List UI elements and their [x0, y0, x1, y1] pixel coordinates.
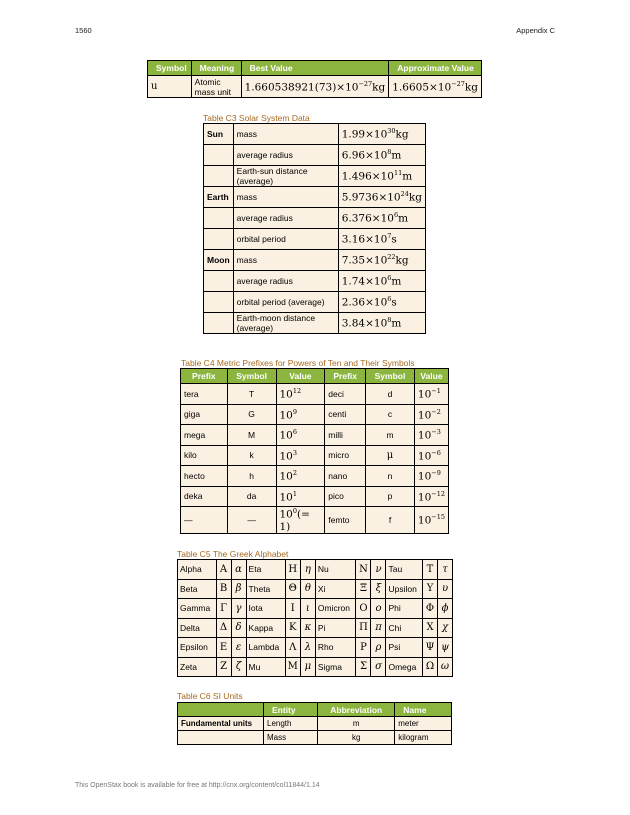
prefix-cell: mega [181, 425, 228, 446]
uppercase-cell: Υ [423, 579, 438, 599]
uppercase-cell: Δ [216, 618, 231, 638]
exponent: 6 [292, 428, 298, 436]
property-cell: orbital period [233, 229, 338, 250]
col-header: Value [414, 369, 448, 384]
exponent: 8 [387, 316, 392, 325]
symbol-cell: m [366, 425, 415, 446]
table-c6-caption: Table C6 SI Units [177, 691, 243, 701]
letter-name-cell: Theta [246, 579, 285, 599]
table-row [204, 208, 426, 229]
letter-name-cell: Tau [386, 560, 423, 580]
exponent: 12 [292, 387, 302, 395]
mantissa: 3.16×10 [341, 233, 388, 246]
uppercase-cell: Β [216, 579, 231, 599]
symbol-cell: T [227, 384, 276, 405]
abbreviation-cell: kg [318, 731, 395, 745]
letter-name-cell: Lambda [246, 638, 285, 658]
si-units-table [177, 702, 452, 745]
symbol-cell: c [366, 404, 415, 425]
unit: m [402, 170, 413, 183]
mantissa: 10 [279, 388, 293, 401]
entity-cell: Length [264, 717, 318, 731]
col-header: Symbol [148, 61, 192, 76]
lowercase-cell: υ [438, 579, 453, 599]
prefix-cell: giga [181, 404, 228, 425]
exponent: −27 [358, 79, 373, 88]
exponent: 6 [387, 274, 392, 283]
value-cell [338, 229, 425, 250]
letter-name-cell: Rho [315, 638, 356, 658]
mantissa: 10 [417, 388, 432, 401]
body-cell [204, 166, 234, 187]
best-value-cell [241, 76, 389, 98]
unit: kg [408, 191, 422, 204]
mantissa: 1.660538921(73)×10 [244, 81, 359, 94]
value-cell [414, 384, 448, 405]
symbol-cell: da [227, 486, 276, 507]
unit: kg [464, 81, 478, 94]
unit: m [391, 149, 402, 162]
table-row [178, 560, 453, 580]
value-cell [338, 271, 425, 292]
property-cell: mass [233, 124, 338, 145]
body-cell [204, 313, 234, 334]
exponent: 24 [400, 190, 409, 199]
uppercase-cell: Φ [423, 599, 438, 619]
value-cell [338, 124, 425, 145]
letter-name-cell: Pi [315, 618, 356, 638]
exponent: −9 [431, 469, 441, 477]
unit: m [398, 212, 409, 225]
property-cell: average radius [233, 271, 338, 292]
uppercase-cell: Γ [216, 599, 231, 619]
mantissa: 3.84×10 [341, 317, 388, 330]
table-row [204, 271, 426, 292]
value-cell [276, 486, 325, 507]
lowercase-cell: θ [300, 579, 315, 599]
mantissa: 10 [279, 491, 293, 503]
col-header: Prefix [325, 369, 366, 384]
mantissa: 10 [417, 409, 432, 421]
property-cell: Earth-moon distance (average) [233, 313, 338, 334]
mantissa: 1.99×10 [341, 128, 388, 141]
mantissa: 10 [417, 514, 432, 527]
col-header: Symbol [227, 369, 276, 384]
uppercase-cell: Ε [216, 638, 231, 658]
unit: kg [395, 254, 409, 267]
unit: s [391, 233, 397, 246]
mantissa: 5.9736×10 [341, 191, 401, 204]
letter-name-cell: Omega [386, 657, 423, 677]
lowercase-cell: δ [231, 618, 246, 638]
letter-name-cell: Nu [315, 560, 356, 580]
lowercase-cell: σ [371, 657, 386, 677]
exponent: 22 [387, 253, 396, 262]
lowercase-cell: κ [300, 618, 315, 638]
mantissa: 2.36×10 [341, 296, 388, 309]
exponent: 11 [393, 169, 403, 178]
prefix-cell: tera [181, 384, 228, 405]
table-c5-caption: Table C5 The Greek Alphabet [177, 549, 289, 559]
mantissa: 1.496×10 [341, 170, 394, 183]
value-cell [276, 445, 325, 466]
letter-name-cell: Chi [386, 618, 423, 638]
unit: kg [372, 81, 386, 94]
page-number: 1560 [75, 26, 92, 35]
body-cell [204, 292, 234, 313]
table-row [178, 717, 452, 731]
property-cell: mass [233, 187, 338, 208]
lowercase-cell: ξ [371, 579, 386, 599]
col-header: Symbol [366, 369, 415, 384]
lowercase-cell: μ [300, 657, 315, 677]
uppercase-cell: Θ [285, 579, 300, 599]
prefix-cell: pico [325, 486, 366, 507]
lowercase-cell: β [231, 579, 246, 599]
property-cell: average radius [233, 145, 338, 166]
table-c4-caption: Table C4 Metric Prefixes for Powers of Ten and Their Symbols [181, 358, 415, 368]
exponent: −6 [431, 448, 441, 457]
uppercase-cell: Π [356, 618, 371, 638]
uppercase-cell: Ω [423, 657, 438, 677]
exponent: 8 [387, 148, 392, 157]
letter-name-cell: Sigma [315, 657, 356, 677]
table-row [178, 638, 453, 658]
exponent: −1 [431, 387, 441, 395]
letter-name-cell: Psi [386, 638, 423, 658]
table-row [204, 166, 426, 187]
letter-name-cell: Gamma [178, 599, 217, 619]
unit: kg [395, 128, 409, 141]
table-row [181, 466, 449, 487]
group-cell [178, 731, 264, 745]
lowercase-cell: ψ [438, 638, 453, 658]
letter-name-cell: Beta [178, 579, 217, 599]
mantissa: 6.96×10 [341, 149, 388, 162]
value-cell [276, 384, 325, 405]
exponent: 7 [387, 232, 392, 241]
lowercase-cell: λ [300, 638, 315, 658]
exponent: 6 [387, 295, 392, 304]
lowercase-cell: π [371, 618, 386, 638]
mantissa: 7.35×10 [341, 254, 388, 267]
value-cell [338, 292, 425, 313]
uppercase-cell: Η [285, 560, 300, 580]
approx-value-cell [389, 76, 482, 98]
table-row [181, 425, 449, 446]
atomic-mass-table [147, 60, 482, 98]
lowercase-cell: ω [438, 657, 453, 677]
table-row [178, 579, 453, 599]
col-header: Best Value [241, 61, 389, 76]
value-cell [276, 404, 325, 425]
mantissa: 10 [417, 470, 432, 483]
mantissa: 1.6605×10 [392, 81, 452, 94]
unit: m [391, 317, 402, 330]
prefix-cell: deci [325, 384, 366, 405]
value-cell [338, 208, 425, 229]
table-row [178, 731, 452, 745]
lowercase-cell: ζ [231, 657, 246, 677]
symbol-cell: μ [366, 445, 415, 466]
value-cell [414, 486, 448, 507]
value-cell [414, 466, 448, 487]
uppercase-cell: Α [216, 560, 231, 580]
lowercase-cell: γ [231, 599, 246, 619]
table-row [204, 145, 426, 166]
mantissa: 10 [417, 429, 432, 442]
body-cell [204, 271, 234, 292]
property-cell: orbital period (average) [233, 292, 338, 313]
table-row [181, 486, 449, 507]
metric-prefix-table [180, 368, 449, 534]
value-cell [338, 166, 425, 187]
table-row [181, 445, 449, 466]
unit: (= 1) [279, 508, 310, 533]
lowercase-cell: ν [371, 560, 386, 580]
letter-name-cell: Eta [246, 560, 285, 580]
value-cell [338, 187, 425, 208]
exponent: 2 [292, 469, 298, 477]
table-row [204, 292, 426, 313]
exponent: 30 [387, 127, 396, 136]
symbol-cell: d [366, 384, 415, 405]
symbol-cell: u [148, 76, 192, 98]
symbol-cell: f [366, 507, 415, 534]
exponent: 1 [292, 489, 298, 498]
col-header: Abbreviation [318, 703, 395, 717]
abbreviation-cell: m [318, 717, 395, 731]
col-header [178, 703, 264, 717]
prefix-cell: femto [325, 507, 366, 534]
prefix-cell: kilo [181, 445, 228, 466]
exponent: 9 [292, 407, 298, 416]
table-row [178, 657, 453, 677]
greek-alphabet-table [177, 559, 453, 677]
lowercase-cell: τ [438, 560, 453, 580]
property-cell: mass [233, 250, 338, 271]
lowercase-cell: η [300, 560, 315, 580]
mantissa: 10 [279, 470, 293, 483]
exponent: −27 [451, 79, 465, 88]
prefix-cell: micro [325, 445, 366, 466]
unit: m [391, 275, 402, 288]
symbol-cell: h [227, 466, 276, 487]
table-row [178, 599, 453, 619]
symbol-cell: G [227, 404, 276, 425]
value-cell [276, 466, 325, 487]
letter-name-cell: Iota [246, 599, 285, 619]
body-cell: Moon [204, 250, 234, 271]
table-c3-caption: Table C3 Solar System Data [203, 113, 310, 123]
prefix-cell: nano [325, 466, 366, 487]
table-row [181, 384, 449, 405]
letter-name-cell: Alpha [178, 560, 217, 580]
uppercase-cell: Χ [423, 618, 438, 638]
prefix-cell: hecto [181, 466, 228, 487]
letter-name-cell: Epsilon [178, 638, 217, 658]
prefix-cell: — [181, 507, 228, 534]
meaning-cell: Atomic mass unit [191, 76, 241, 98]
prefix-cell: centi [325, 404, 366, 425]
mantissa: 10 [279, 429, 293, 442]
letter-name-cell: Omicron [315, 599, 356, 619]
entity-cell: Mass [264, 731, 318, 745]
col-header: Approximate Value [389, 61, 482, 76]
letter-name-cell: Zeta [178, 657, 217, 677]
solar-system-table [203, 123, 426, 334]
value-cell [276, 425, 325, 446]
page-footer: This OpenStax book is available for free at http://cnx.org/content/col11844/1.14 [75, 782, 320, 789]
uppercase-cell: Ρ [356, 638, 371, 658]
table-row [204, 187, 426, 208]
body-cell [204, 208, 234, 229]
section-title: Appendix C [516, 26, 555, 35]
lowercase-cell: ε [231, 638, 246, 658]
uppercase-cell: Ι [285, 599, 300, 619]
prefix-cell: deka [181, 486, 228, 507]
lowercase-cell: ϕ [438, 599, 453, 619]
mantissa: 10 [279, 409, 293, 421]
lowercase-cell: ρ [371, 638, 386, 658]
exponent: 0 [292, 507, 298, 515]
uppercase-cell: Ψ [423, 638, 438, 658]
letter-name-cell: Mu [246, 657, 285, 677]
mantissa: 10 [279, 450, 293, 462]
col-header: Value [276, 369, 325, 384]
prefix-cell: milli [325, 425, 366, 446]
letter-name-cell: Delta [178, 618, 217, 638]
lowercase-cell: ι [300, 599, 315, 619]
uppercase-cell: Τ [423, 560, 438, 580]
symbol-cell: M [227, 425, 276, 446]
value-cell [338, 145, 425, 166]
mantissa: 6.376×10 [341, 212, 394, 225]
value-cell [276, 507, 325, 534]
col-header: Name [395, 703, 452, 717]
letter-name-cell: Kappa [246, 618, 285, 638]
unit: s [391, 296, 397, 309]
lowercase-cell: ο [371, 599, 386, 619]
symbol-cell: p [366, 486, 415, 507]
mantissa: 10 [417, 491, 432, 503]
mantissa: 1.74×10 [341, 275, 388, 288]
value-cell [414, 425, 448, 446]
body-cell: Sun [204, 124, 234, 145]
col-header: Entity [264, 703, 318, 717]
table-row [204, 250, 426, 271]
group-cell: Fundamental units [178, 717, 264, 731]
value-cell [338, 313, 425, 334]
value-cell [414, 445, 448, 466]
table-row [204, 229, 426, 250]
symbol-cell: n [366, 466, 415, 487]
table-row [178, 618, 453, 638]
property-cell: average radius [233, 208, 338, 229]
table-row [204, 313, 426, 334]
uppercase-cell: Κ [285, 618, 300, 638]
lowercase-cell: χ [438, 618, 453, 638]
symbol-cell: k [227, 445, 276, 466]
uppercase-cell: Ο [356, 599, 371, 619]
letter-name-cell: Upsilon [386, 579, 423, 599]
exponent: 3 [292, 448, 298, 457]
body-cell: Earth [204, 187, 234, 208]
uppercase-cell: Ξ [356, 579, 371, 599]
body-cell [204, 145, 234, 166]
unit-name-cell: kilogram [395, 731, 452, 745]
table-row [204, 124, 426, 145]
exponent: −3 [431, 428, 441, 436]
uppercase-cell: Σ [356, 657, 371, 677]
letter-name-cell: Phi [386, 599, 423, 619]
uppercase-cell: Ν [356, 560, 371, 580]
value-cell [414, 507, 448, 534]
mantissa: 10 [417, 450, 432, 462]
body-cell [204, 229, 234, 250]
exponent: −12 [431, 489, 445, 498]
col-header: Meaning [191, 61, 241, 76]
value-cell [338, 250, 425, 271]
exponent: 6 [393, 211, 399, 220]
table-row [181, 507, 449, 534]
symbol-cell: — [227, 507, 276, 534]
table-row [181, 404, 449, 425]
exponent: −15 [431, 513, 445, 521]
uppercase-cell: Μ [285, 657, 300, 677]
exponent: −2 [431, 407, 441, 416]
unit-name-cell: meter [395, 717, 452, 731]
col-header: Prefix [181, 369, 228, 384]
uppercase-cell: Λ [285, 638, 300, 658]
letter-name-cell: Xi [315, 579, 356, 599]
value-cell [414, 404, 448, 425]
uppercase-cell: Ζ [216, 657, 231, 677]
lowercase-cell: α [231, 560, 246, 580]
mantissa: 10 [279, 508, 293, 521]
property-cell: Earth-sun distance (average) [233, 166, 338, 187]
